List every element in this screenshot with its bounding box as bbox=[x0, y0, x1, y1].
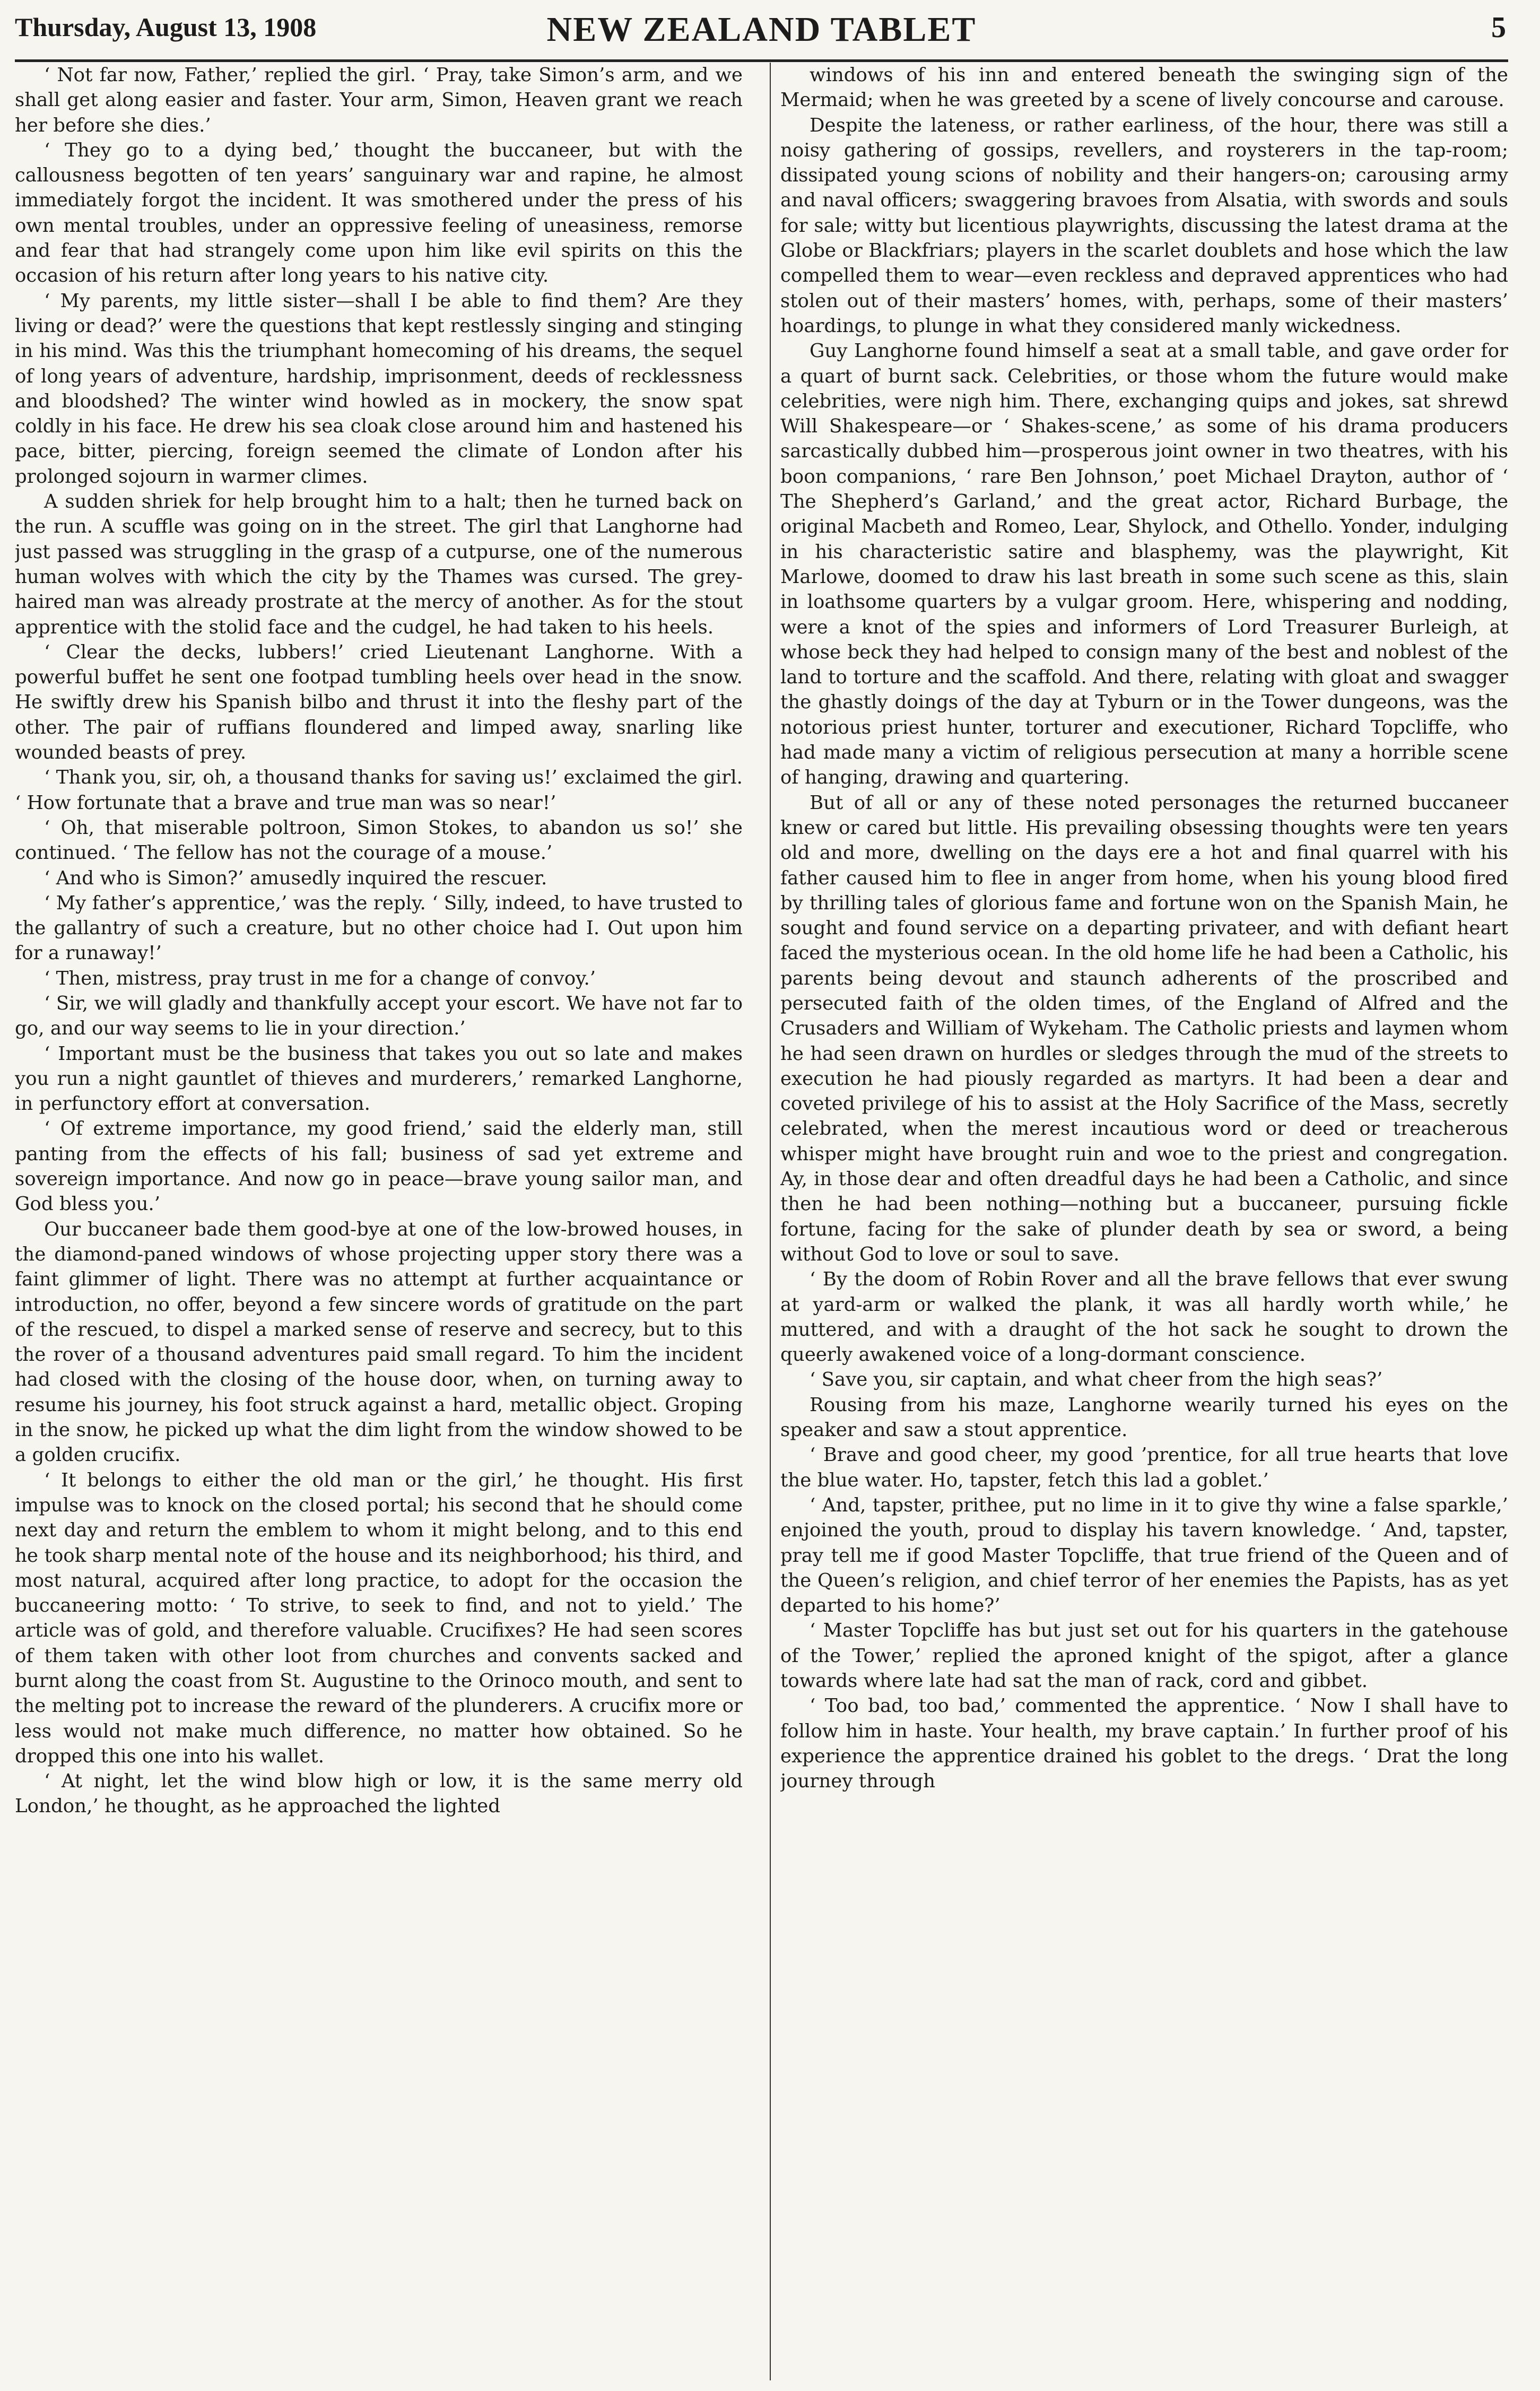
paragraph: ‘ At night, let the wind blow high or low, it is the same merry old London,’ he thought, as he approached the lighted bbox=[15, 1770, 743, 1818]
paragraph: ‘ Then, mistress, pray trust in me for a change of convoy.’ bbox=[44, 967, 596, 989]
paragraph: Rousing from his maze, Langhorne wearily turned his eyes on the speaker and saw a stout apprentice. bbox=[780, 1394, 1508, 1441]
paragraph: Guy Langhorne found himself a seat at a small table, and gave order for a quart of burnt sack. Celebrities, or those whom the future would make celebrities, were nigh him. There, exchanging quips and jokes, sat shrewd Will Shakespeare—or ‘ Shakes-scene,’ as some of his drama producers sarcastically dubbed him—prosperous joint owner in two theatres, with his boon companions, ‘ rare Ben Johnson,’ poet Michael Drayton, author of ‘ The Shepherd’s Garland,’ and the great actor, Richard Burbage, the original Macbeth and Romeo, Lear, Shylock, and Othello. Yonder, indulging in his characteristic satire and blasphemy, was the playwright, Kit Marlowe, doomed to draw his last breath in some such scene as this, slain in loathsome quarters by a vulgar groom. Here, whispering and nodding, were a knot of the spies and informers of Lord Treasurer Burleigh, at whose beck they had helped to consign many of the best and noblest of the land to torture and the scaffold. And there, relating with gloat and swagger the ghastly doings of the day at Tyburn or in the Tower dungeons, was the notorious priest hunter, torturer and executioner, Richard Topcliffe, who had made many a victim of religious persecution at many a horrible scene of hanging, drawing and quartering. bbox=[780, 340, 1508, 789]
paragraph: But of all or any of these noted personages the returned buccaneer knew or cared but little. His prevailing obsessing thoughts were ten years old and more, dwelling on the days ere a hot and final quarrel with his father caused him to flee in anger from home, when his young blood fired by thrilling tales of glorious fame and fortune won on the Spanish Main, he sought and found service on a departing privateer, and with defiant heart faced the mysterious ocean. In the old home life he had been a Catholic, his parents being devout and staunch adherents of the proscribed and persecuted faith of the olden times, of the England of Alfred and the Crusaders and William of Wykeham. The Catholic priests and laymen whom he had seen drawn on hurdles or sledges through the mud of the streets to execution he had piously regarded as martyrs. It had been a dear and coveted privilege of his to assist at the Holy Sacrifice of the Mass, secretly celebrated, when the merest incautious word or deed or treacherous whisper might have brought ruin and woe to the priest and congregation. Ay, in those dear and often dreadful days he had been a Catholic, and since then he had been nothing—nothing but a buccaneer, pursuing fickle fortune, facing for the sake of plunder death by sea or sword, a being without God to love or soul to save. bbox=[780, 792, 1508, 1265]
right-column bbox=[780, 63, 1508, 2380]
paragraph: ‘ They go to a dying bed,’ thought the buccaneer, but with the callousness begotten of ten years’ sanguinary war and rapine, he almost immediately forgot the incident. It was smothered under the press of his own mental troubles, under an oppressive feeling of uneasiness, remorse and fear that had strangely come upon him like evil spirits on this the occasion of his return after long years to his native city. bbox=[15, 139, 743, 287]
issue-date: Thursday, August 13, 1908 bbox=[15, 12, 317, 42]
paragraph: ‘ Of extreme importance, my good friend,’ said the elderly man, still panting from the effects of his fall; business of sad yet extreme and sovereign importance. And now go in peace—brave young sailor man, and God bless you.’ bbox=[15, 1118, 743, 1215]
left-column bbox=[15, 63, 743, 2380]
paragraph: Despite the lateness, or rather earliness, of the hour, there was still a noisy gathering of gossips, revellers, and roysterers in the tap-room; dissipated young scions of nobility and their hangers-on; carousing army and naval officers; swaggering bravoes from Alsatia, with swords and souls for sale; witty but licentious playwrights, discussing the latest drama at the Globe or Blackfriars; players in the scarlet doublets and hose which the law compelled them to wear—even reckless and depraved apprentices who had stolen out of their masters’ homes, with, perhaps, some of their masters’ hoardings, to plunge in what they considered manly wickedness. bbox=[780, 114, 1508, 337]
paragraph: ‘ Brave and good cheer, my good ’prentice, for all true hearts that love the blue water. Ho, tapster, fetch this lad a goblet.’ bbox=[780, 1444, 1508, 1491]
paragraph: windows of his inn and entered beneath the swinging sign of the Mermaid; when he was greeted by a scene of lively concourse and carouse. bbox=[780, 64, 1508, 111]
paragraph: ‘ And who is Simon?’ amusedly inquired the rescuer. bbox=[44, 867, 547, 889]
paragraph: ‘ My parents, my little sister—shall I be able to find them? Are they living or dead?’ were the questions that kept restlessly singing and stinging in his mind. Was this the triumphant homecoming of his dreams, the sequel of long years of adventure, hardship, imprisonment, deeds of recklessness and bloodshed? The winter wind howled as in mockery, the snow spat coldly in his face. He drew his sea cloak close around him and hastened his pace, bitter, piercing, foreign seemed the climate of London after his prolonged sojourn in warmer climes. bbox=[15, 290, 743, 488]
paragraph: ‘ Important must be the business that takes you out so late and makes you run a night gauntlet of thieves and murderers,’ remarked Langhorne, in perfunctory effort at conversation. bbox=[15, 1042, 743, 1115]
paragraph: ‘ Clear the decks, lubbers!’ cried Lieutenant Langhorne. With a powerful buffet he sent one footpad tumbling heels over head in the snow. He swiftly drew his Spanish bilbo and thrust it into the fleshy part of the other. The pair of ruffians floundered and limped away, snarling like wounded beasts of prey. bbox=[15, 641, 743, 764]
masthead bbox=[15, 7, 1508, 62]
paragraph: ‘ Too bad, too bad,’ commented the apprentice. ‘ Now I shall have to follow him in haste. Your health, my brave captain.’ In further proof of his experience the apprentice drained his goblet to the dregs. ‘ Drat the long journey through bbox=[780, 1695, 1508, 1793]
paragraph: ‘ Master Topcliffe has but just set out for his quarters in the gatehouse of the Tower,’ replied the aproned knight of the spigot, after a glance towards where late had sat the man of rack, cord and gibbet. bbox=[780, 1620, 1508, 1692]
paragraph: ‘ Oh, that miserable poltroon, Simon Stokes, to abandon us so!’ she continued. ‘ The fellow has not the courage of a mouse.’ bbox=[15, 816, 743, 864]
paragraph: ‘ By the doom of Robin Rover and all the brave fellows that ever swung at yard-arm or walked the plank, it was all hardly worth while,’ he muttered, and with a draught of the hot sack he sought to drown the queerly awakened voice of a long-dormant conscience. bbox=[780, 1268, 1508, 1366]
page-number: 5 bbox=[1491, 11, 1506, 44]
paragraph: ‘ My father’s apprentice,’ was the reply. ‘ Silly, indeed, to have trusted to the gallantry of such a creature, but no other choice had I. Out upon him for a runaway!’ bbox=[15, 892, 743, 964]
paragraph: ‘ Sir, we will gladly and thankfully accept your escort. We have not far to go, and our way seems to lie in your direction.’ bbox=[15, 992, 743, 1040]
paragraph: ‘ It belongs to either the old man or the girl,’ he thought. His first impulse was to knock on the closed portal; his second that he should come next day and return the emblem to whom it might belong, and to this end he took sharp mental note of the house and its neighborhood; his third, and most natural, acquired after long practice, to adopt for the occasion the buccaneering motto: ‘ To strive, to seek to find, and not to yield.’ The article was of gold, and therefore valuable. Crucifixes? He had seen scores of them taken with other loot from churches and convents sacked and burnt along the coast from St. Augustine to the Orinoco mouth, and sent to the melting pot to increase the reward of the plunderers. A crucifix more or less would not make much difference, no matter how obtained. So he dropped this one into his wallet. bbox=[15, 1469, 743, 1767]
paragraph: ‘ Not far now, Father,’ replied the girl. ‘ Pray, take Simon’s arm, and we shall get along easier and faster. Your arm, Simon, Heaven grant we reach her before she dies.’ bbox=[15, 64, 743, 136]
paragraph: Our buccaneer bade them good-bye at one of the low-browed houses, in the diamond-paned windows of whose projecting upper story there was a faint glimmer of light. There was no attempt at further acquaintance or introduction, no offer, beyond a few sincere words of gratitude on the part of the rescued, to dispel a marked sense of reserve and secrecy, but to this the rover of a thousand adventures paid small regard. To him the incident had closed with the closing of the house door, when, on turning away to resume his journey, his foot struck against a hard, metallic object. Groping in the snow, he picked up what the dim light from the window showed to be a golden crucifix. bbox=[15, 1218, 743, 1466]
paragraph: ‘ Save you, sir captain, and what cheer from the high seas?’ bbox=[810, 1369, 1383, 1391]
newspaper-title: NEW ZEALAND TABLET bbox=[546, 10, 977, 49]
article-columns bbox=[15, 63, 1508, 2380]
paragraph: ‘ Thank you, sir, oh, a thousand thanks for saving us!’ exclaimed the girl. ‘ How fortunate that a brave and true man was so near!’ bbox=[15, 767, 743, 814]
paragraph: A sudden shriek for help brought him to a halt; then he turned back on the run. A scuffle was going on in the street. The girl that Langhorne had just passed was struggling in the grasp of a cutpurse, one of the numerous human wolves with which the city by the Thames was cursed. The grey-haired man was already prostrate at the mercy of another. As for the stout apprentice with the stolid face and the cudgel, he had taken to his heels. bbox=[15, 491, 743, 638]
paragraph: ‘ And, tapster, prithee, put no lime in it to give thy wine a false sparkle,’ enjoined the youth, proud to display his tavern knowledge. ‘ And, tapster, pray tell me if good Master Topcliffe, that true friend of the Queen and of the Queen’s religion, and chief terror of her enemies the Papists, has as yet departed to his home?’ bbox=[780, 1494, 1508, 1617]
